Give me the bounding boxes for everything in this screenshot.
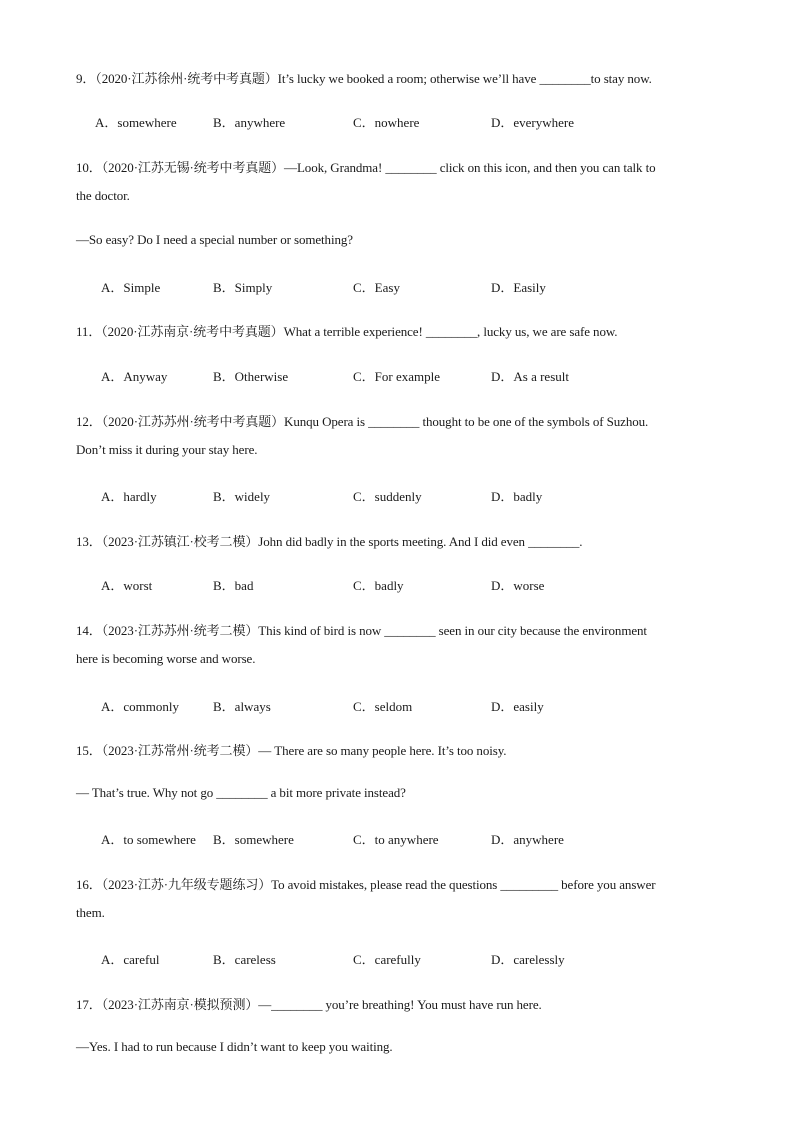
question-14-options — [0, 696, 794, 714]
question-14-text: 14．（2023·江苏苏州·统考二模）This kind of bird is now ________ seen in our city because the environment — [76, 623, 647, 638]
option-c[interactable]: C．For example — [353, 369, 441, 384]
option-c[interactable]: C．nowhere — [353, 115, 420, 130]
option-a[interactable]: A．worst — [101, 578, 153, 593]
question-11-options — [0, 366, 794, 384]
question-13-text: 13．（2023·江苏镇江·校考二模）John did badly in the sports meeting. And I did even ________. — [76, 534, 583, 549]
question-9-text: 9．（2020·江苏徐州·统考中考真题）It’s lucky we booked a room; otherwise we’ll have ________to stay now. — [76, 71, 652, 86]
option-d[interactable]: D．As a result — [491, 369, 569, 384]
question-12-text: 12．（2020·江苏苏州·统考中考真题）Kunqu Opera is ________ thought to be one of the symbols of Suzhou. — [76, 414, 649, 429]
question-11-text: 11．（2020·江苏南京·统考中考真题）What a terrible experience! ________, lucky us, we are safe now. — [76, 324, 618, 339]
question-9-options — [0, 112, 794, 130]
option-c[interactable]: C．to anywhere — [353, 832, 439, 847]
option-a[interactable]: A．commonly — [101, 699, 179, 714]
question-16-options — [0, 949, 794, 967]
option-d[interactable]: D．badly — [491, 489, 543, 504]
question-10-options — [0, 277, 794, 295]
option-a[interactable]: A．Anyway — [101, 369, 168, 384]
option-b[interactable]: B．widely — [213, 489, 271, 504]
option-b[interactable]: B．careless — [213, 952, 276, 967]
question-16-text: 16．（2023·江苏·九年级专题练习）To avoid mistakes, please read the questions _________ before you answer — [76, 877, 656, 892]
option-d[interactable]: D．worse — [491, 578, 545, 593]
option-c[interactable]: C．suddenly — [353, 489, 422, 504]
question-13-options — [0, 575, 794, 593]
option-d[interactable]: D．Easily — [491, 280, 546, 295]
option-a[interactable]: A．careful — [101, 952, 160, 967]
option-c[interactable]: C．seldom — [353, 699, 413, 714]
question-15-text: 15．（2023·江苏常州·统考二模）— There are so many people here. It’s too noisy. — [76, 743, 507, 758]
option-b[interactable]: B．Simply — [213, 280, 273, 295]
question-14-text-cont: here is becoming worse and worse. — [76, 651, 256, 666]
question-17-text: 17．（2023·江苏南京·模拟预测）—________ you’re breathing! You must have run here. — [76, 997, 542, 1012]
option-d[interactable]: D．everywhere — [491, 115, 575, 130]
option-a[interactable]: A．somewhere — [95, 115, 177, 130]
question-12-text-cont: Don’t miss it during your stay here. — [76, 442, 258, 457]
option-b[interactable]: B．somewhere — [213, 832, 294, 847]
option-d[interactable]: D．easily — [491, 699, 544, 714]
question-15-options — [0, 829, 794, 847]
option-c[interactable]: C．carefully — [353, 952, 421, 967]
question-16-text-cont: them. — [76, 905, 105, 920]
option-b[interactable]: B．Otherwise — [213, 369, 289, 384]
option-c[interactable]: C．Easy — [353, 280, 400, 295]
option-b[interactable]: B．anywhere — [213, 115, 286, 130]
option-d[interactable]: D．carelessly — [491, 952, 565, 967]
option-a[interactable]: A．to somewhere — [101, 832, 196, 847]
question-10-text-cont: the doctor. — [76, 188, 130, 203]
question-15-reply: — That’s true. Why not go ________ a bit more private instead? — [76, 785, 406, 800]
option-d[interactable]: D．anywhere — [491, 832, 564, 847]
question-12-options — [0, 486, 794, 504]
option-b[interactable]: B．bad — [213, 578, 254, 593]
question-10-reply: —So easy? Do I need a special number or something? — [76, 232, 353, 247]
question-10-text: 10．（2020·江苏无锡·统考中考真题）—Look, Grandma! ________ click on this icon, and then you can talk to — [76, 160, 656, 175]
option-c[interactable]: C．badly — [353, 578, 404, 593]
question-17-reply: —Yes. I had to run because I didn’t want to keep you waiting. — [76, 1039, 393, 1054]
option-a[interactable]: A．hardly — [101, 489, 157, 504]
option-a[interactable]: A．Simple — [101, 280, 161, 295]
option-b[interactable]: B．always — [213, 699, 271, 714]
